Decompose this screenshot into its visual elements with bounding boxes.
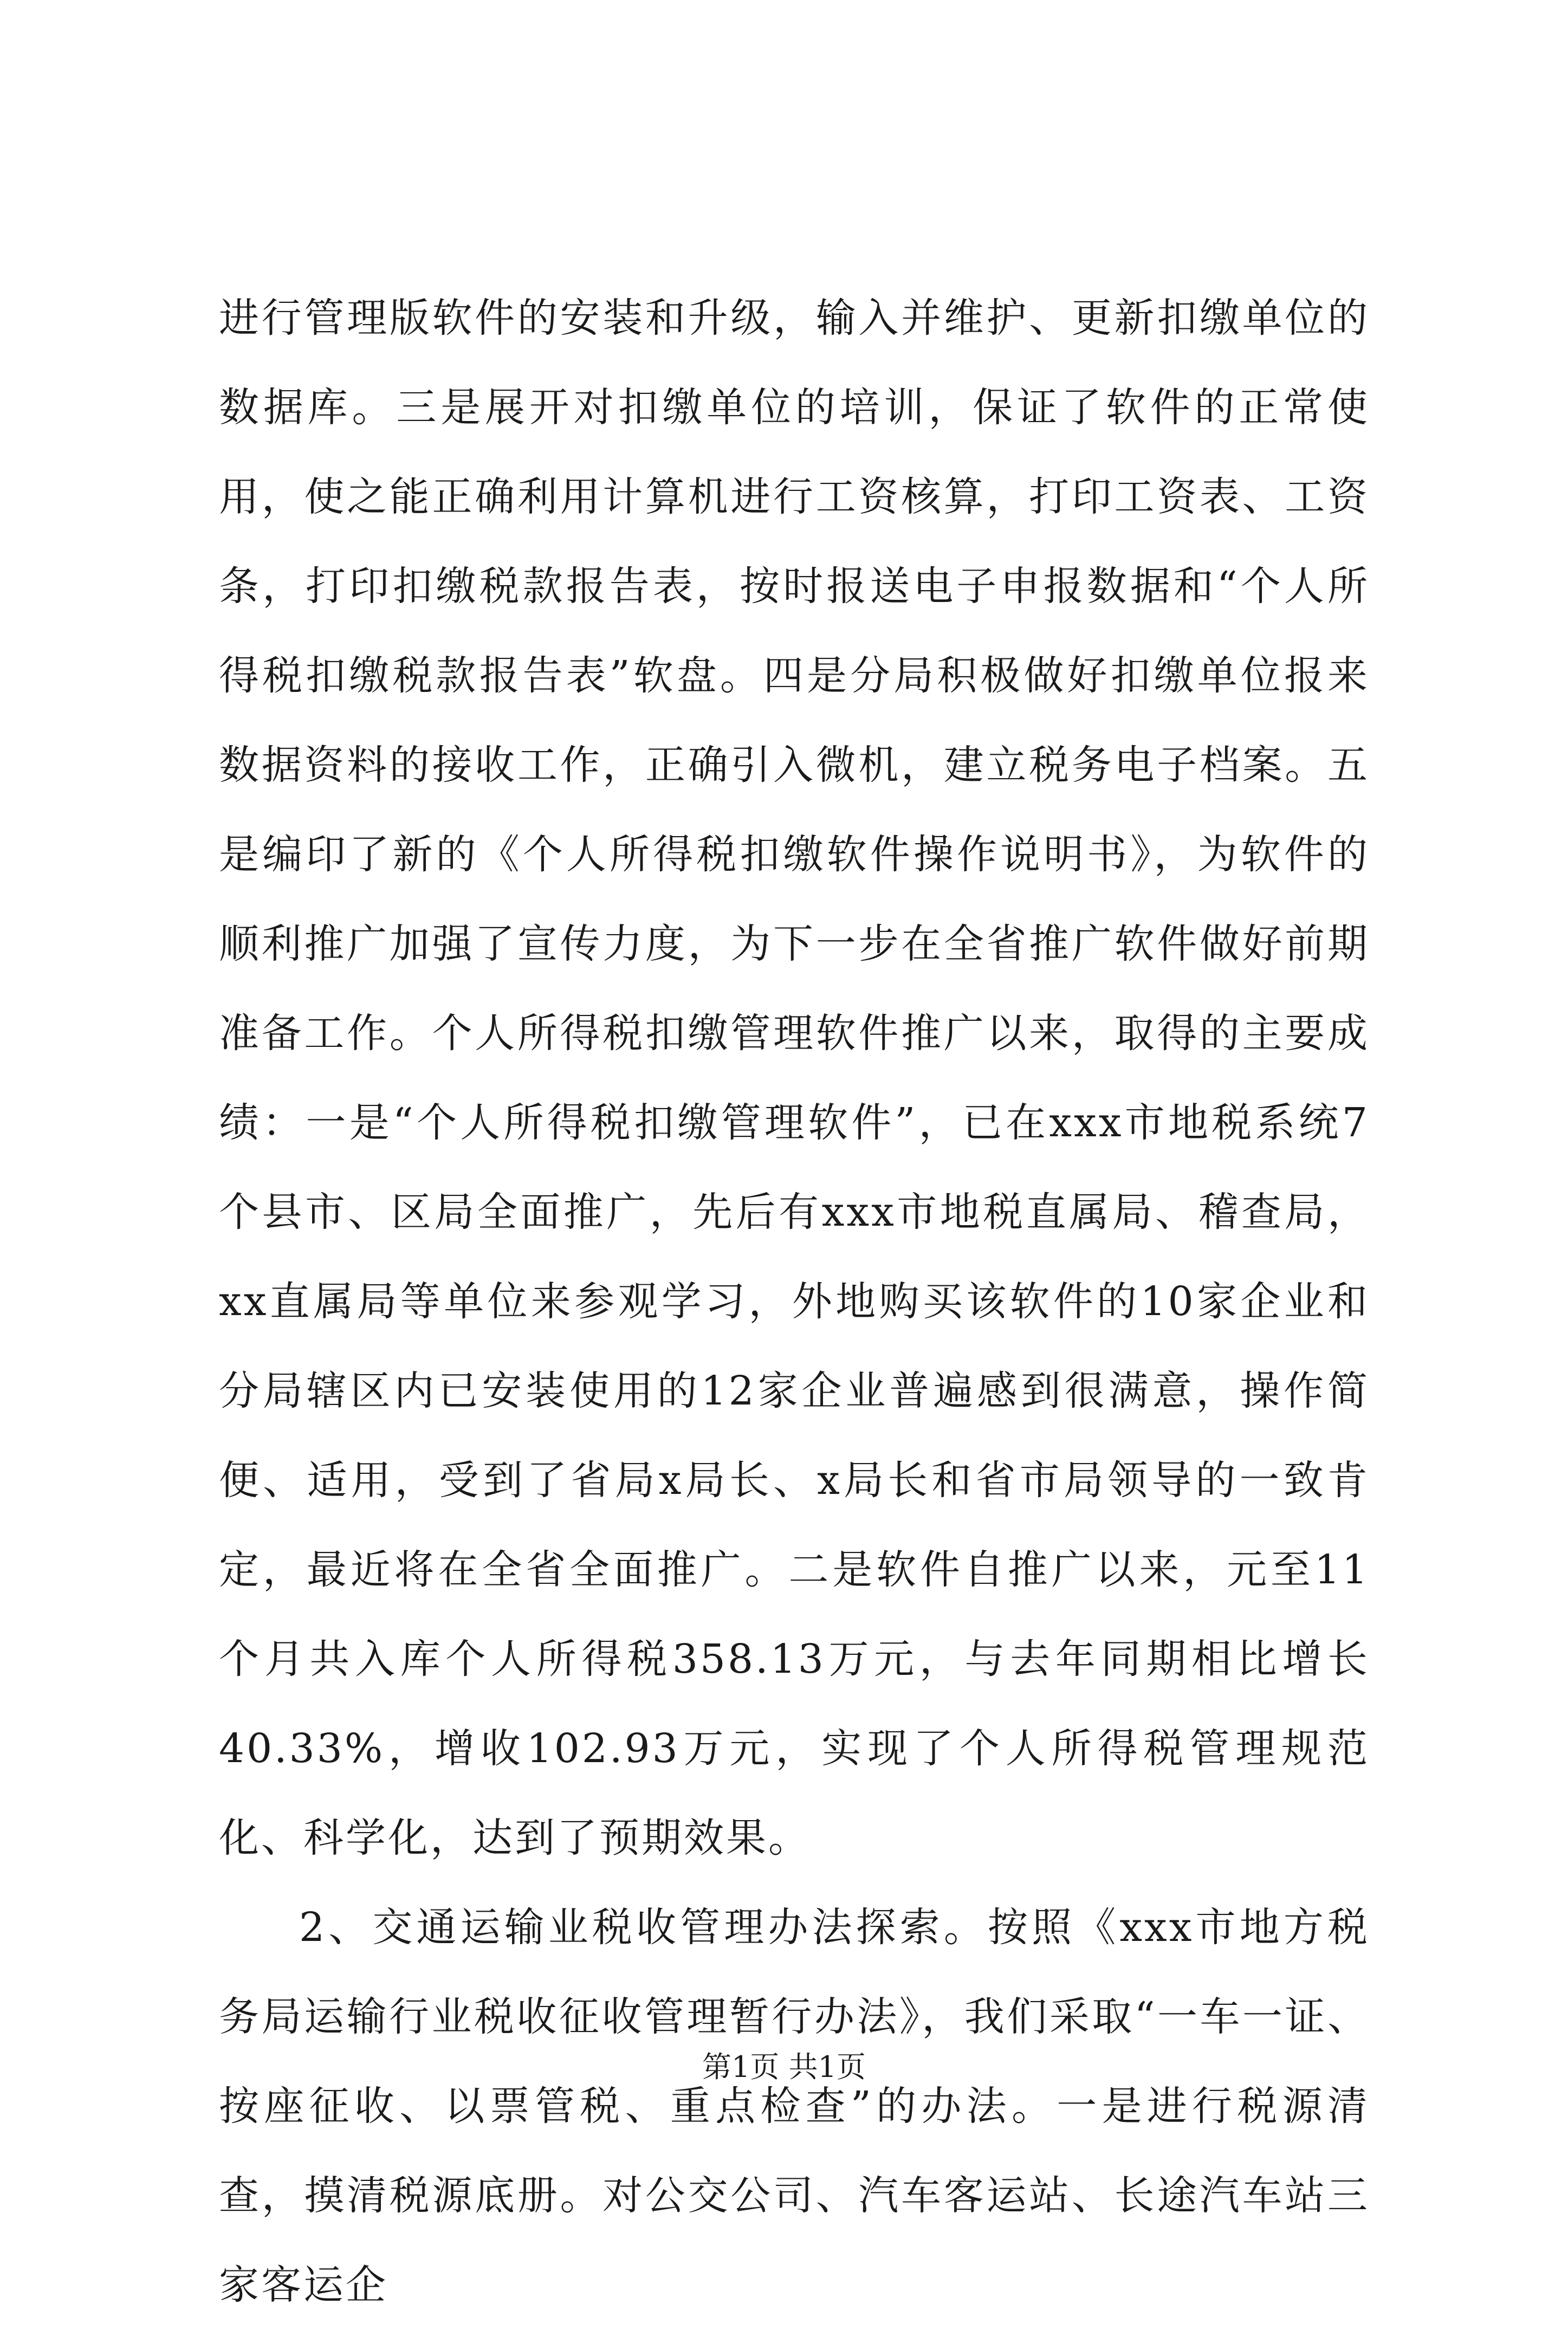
paragraph-2: 2、交通运输业税收管理办法探索。按照《xxx市地方税务局运输行业税收征收管理暂行办法》，我们采取“一车一证、按座征收、以票管税、重点检查”的办法。一是进行税源清查，摸清税源底册。对公交公司、汽车客运站、长途汽车站三家客运企 bbox=[219, 1904, 1370, 2308]
document-body bbox=[219, 274, 1370, 2330]
page-footer: 第1页 共1页 bbox=[702, 2050, 866, 2084]
paragraph-1: 进行管理版软件的安装和升级，输入并维护、更新扣缴单位的数据库。三是展开对扣缴单位的培训，保证了软件的正常使用，使之能正确利用计算机进行工资核算，打印工资表、工资条，打印扣缴税款报告表，按时报送电子申报数据和“个人所得税扣缴税款报告表”软盘。四是分局积极做好扣缴单位报来数据资料的接收工作，正确引入微机，建立税务电子档案。五是编印了新的《个人所得税扣缴软件操作说明书》，为软件的顺利推广加强了宣传力度，为下一步在全省推广软件做好前期准备工作。个人所得税扣缴管理软件推广以来，取得的主要成绩：一是“个人所得税扣缴管理软件”，已在xxx市地税系统7个县市、区局全面推广，先后有xxx市地税直属局、稽查局，xx直属局等单位来参观学习，外地购买该软件的10家企业和分局辖区内已安装使用的12家企业普遍感到很满意，操作简便、适用，受到了省局x局长、x局长和省市局领导的一致肯定，最近将在全省全面推广。二是软件自推广以来，元至11个月共入库个人所得税358.13万元，与去年同期相比增长40.33%，增收102.93万元，实现了个人所得税管理规范化、科学化，达到了预期效果。 bbox=[219, 295, 1370, 1861]
